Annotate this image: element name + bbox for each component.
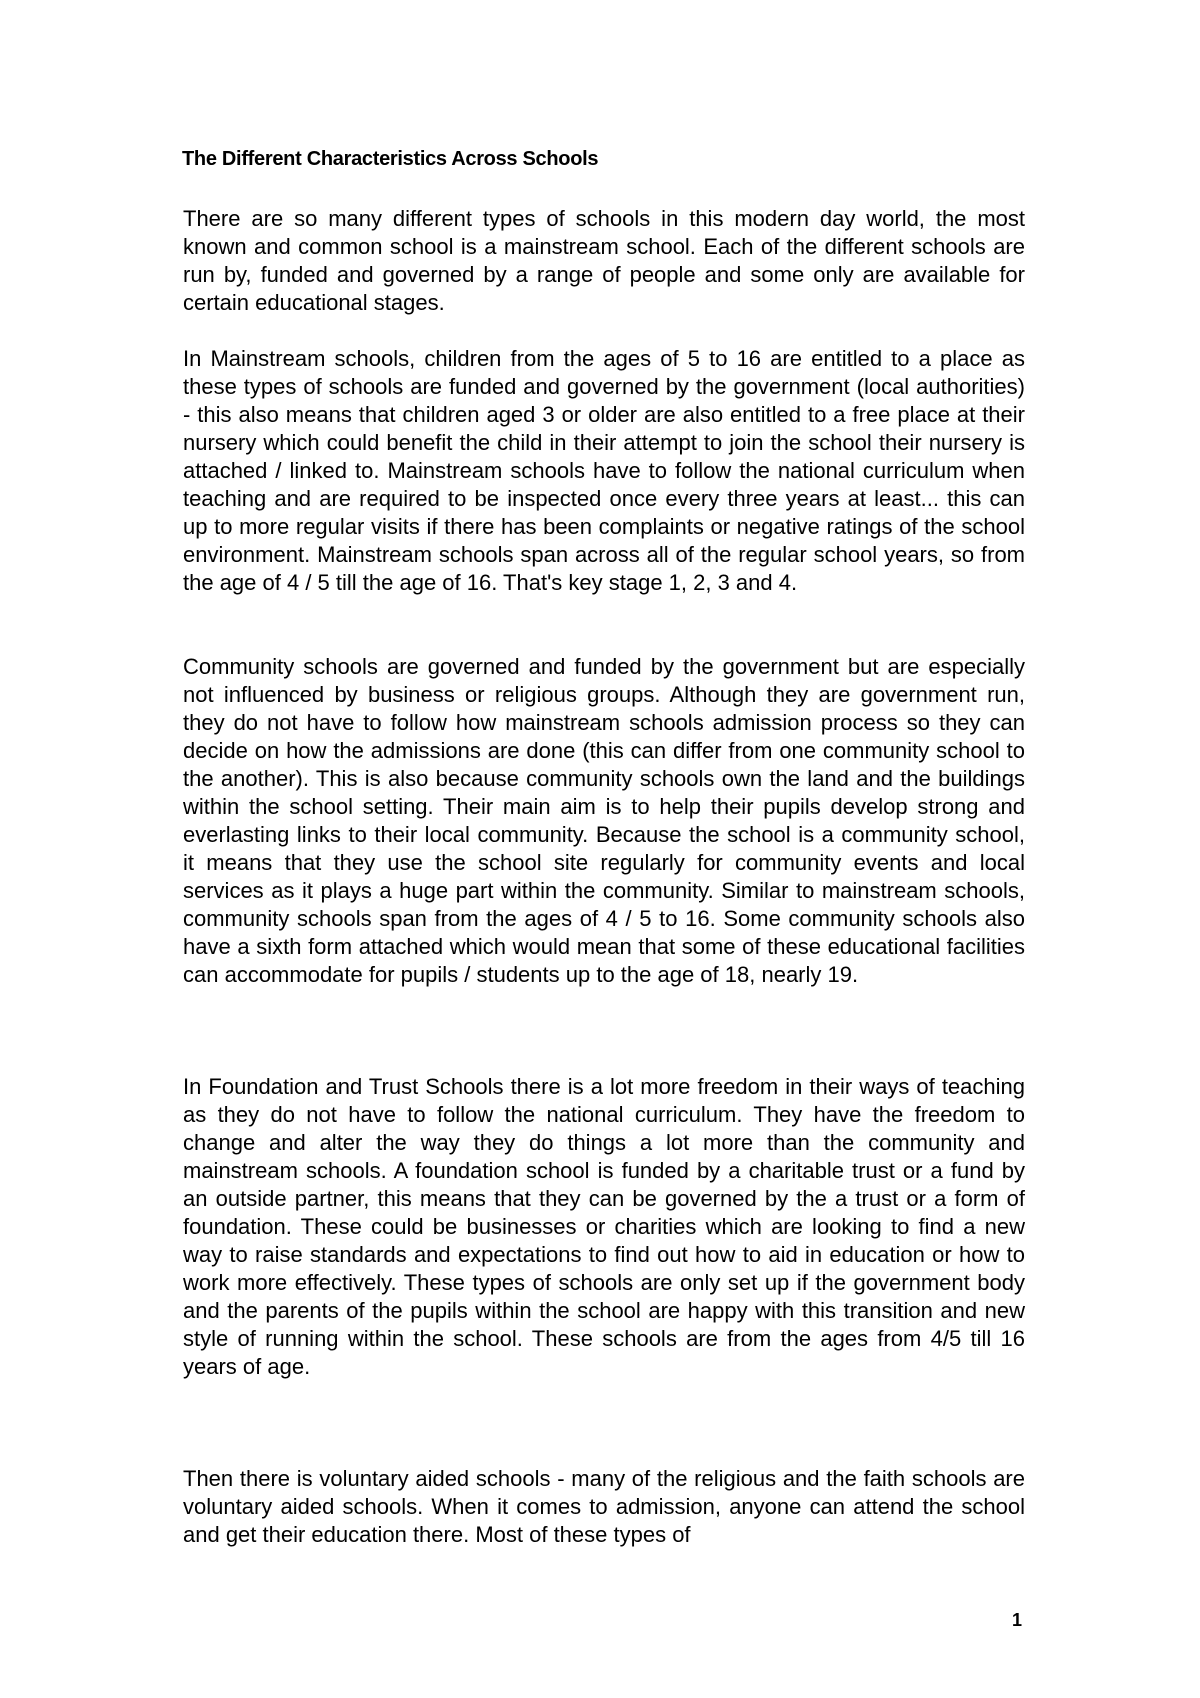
paragraph-intro: There are so many different types of schools in this modern day world, the most known and common school is a mainstream school. Each of the different schools are run by, funded and governed by a range of people and some only are available for certain educational stages. [183,206,1025,315]
paragraph-mainstream-schools: In Mainstream schools, children from the ages of 5 to 16 are entitled to a place as these types of schools are funded and governed by the government (local authorities) - this also means that children aged 3 or older are also entitled to a free place at their nursery which could benefit the child in their attempt to join the school their nursery is attached / linked to. Mainstream schools have to follow the national curriculum when teaching and are required to be inspected once every three years at least... this can up to more regular visits if there has been complaints or negative ratings of the school environment. Mainstream schools span across all of the regular school years, so from the age of 4 / 5 till the age of 16. That's key stage 1, 2, 3 and 4. [183,346,1025,595]
paragraph-community-schools: Community schools are governed and funded by the government but are especially not influenced by business or religious groups. Although they are government run, they do not have to follow how mainstream schools admission process so they can decide on how the admissions are done (this can differ from one community school to the another). This is also because community schools own the land and the buildings within the school setting. Their main aim is to help their pupils develop strong and everlasting links to their local community. Because the school is a community school, it means that they use the school site regularly for community events and local services as it plays a huge part within the community. Similar to mainstream schools, community schools span from the ages of 4 / 5 to 16. Some community schools also have a sixth form attached which would mean that some of these educational facilities can accommodate for pupils / students up to the age of 18, nearly 19. [183,654,1025,987]
page-number: 1 [1012,1610,1023,1630]
document-title: The Different Characteristics Across Schools [182,148,599,170]
paragraph-foundation-trust-schools: In Foundation and Trust Schools there is a lot more freedom in their ways of teaching as they do not have to follow the national curriculum. They have the freedom to change and alter the way they do things a lot more than the community and mainstream schools. A foundation school is funded by a charitable trust or a fund by an outside partner, this means that they can be governed by the a trust or a form of foundation. These could be businesses or charities which are looking to find a new way to raise standards and expectations to find out how to aid in education or how to work more effectively. These types of schools are only set up if the government body and the parents of the pupils within the school are happy with this transition and new style of running within the school. These schools are from the ages from 4/5 till 16 years of age. [183,1074,1025,1379]
paragraph-voluntary-aided-schools: Then there is voluntary aided schools - many of the religious and the faith schools are voluntary aided schools. When it comes to admission, anyone can attend the school and get their education there. Most of these types of [183,1466,1025,1547]
